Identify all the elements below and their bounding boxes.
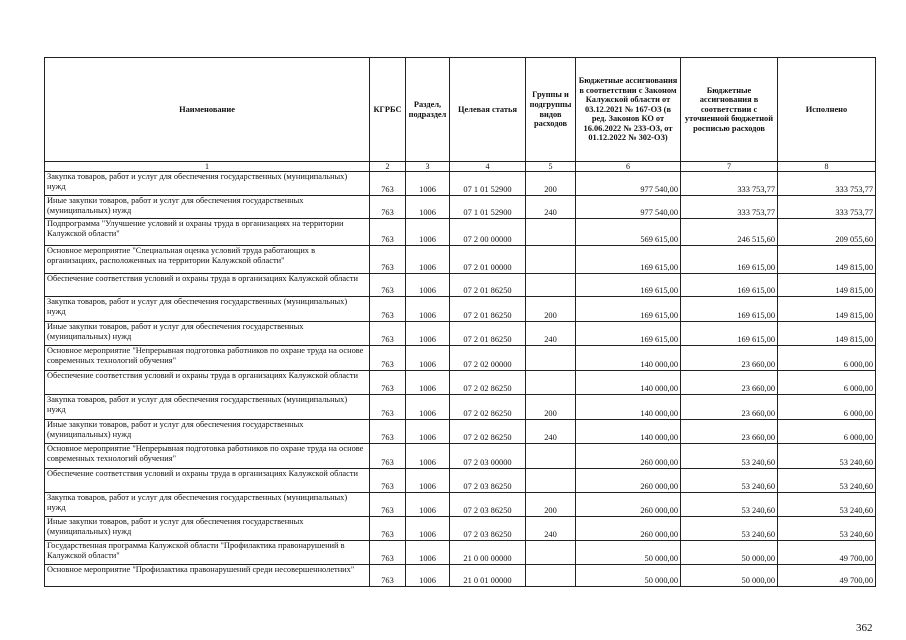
table-row — [45, 274, 876, 297]
cell-section: 1006 — [406, 297, 450, 322]
cell-kgrbs: 763 — [370, 274, 406, 297]
cell-kgrbs: 763 — [370, 517, 406, 541]
cell-law: 977 540,00 — [576, 196, 681, 219]
cell-target: 07 2 02 86250 — [450, 420, 526, 444]
cell-executed: 209 055,60 — [778, 219, 876, 246]
cell-group — [526, 274, 576, 297]
cell-kgrbs: 763 — [370, 420, 406, 444]
cell-law: 260 000,00 — [576, 469, 681, 493]
table-row — [45, 346, 876, 371]
cell-target: 21 0 00 00000 — [450, 541, 526, 565]
cell-refined: 333 753,77 — [681, 172, 778, 196]
column-number: 5 — [526, 162, 576, 172]
table-row — [45, 444, 876, 469]
cell-section: 1006 — [406, 541, 450, 565]
cell-name: Закупка товаров, работ и услуг для обеспечения государственных (муниципальных) нужд — [45, 493, 370, 517]
cell-kgrbs: 763 — [370, 444, 406, 469]
header-section: Раздел, подраздел — [406, 58, 450, 162]
cell-group — [526, 541, 576, 565]
cell-executed: 333 753,77 — [778, 172, 876, 196]
cell-law: 260 000,00 — [576, 444, 681, 469]
cell-kgrbs: 763 — [370, 172, 406, 196]
cell-section: 1006 — [406, 517, 450, 541]
cell-name: Основное мероприятие "Непрерывная подготовка работников по охране труда на основе современных технологий обучения" — [45, 346, 370, 371]
cell-kgrbs: 763 — [370, 322, 406, 346]
cell-group: 200 — [526, 297, 576, 322]
cell-executed: 333 753,77 — [778, 196, 876, 219]
cell-group: 240 — [526, 420, 576, 444]
table-row — [45, 172, 876, 196]
cell-name: Закупка товаров, работ и услуг для обеспечения государственных (муниципальных) нужд — [45, 395, 370, 420]
cell-section: 1006 — [406, 196, 450, 219]
cell-executed: 6 000,00 — [778, 420, 876, 444]
cell-name: Государственная программа Калужской области "Профилактика правонарушений в Калужской области" — [45, 541, 370, 565]
cell-section: 1006 — [406, 246, 450, 274]
cell-kgrbs: 763 — [370, 219, 406, 246]
cell-refined: 246 515,60 — [681, 219, 778, 246]
cell-refined: 23 660,00 — [681, 395, 778, 420]
cell-refined: 169 615,00 — [681, 297, 778, 322]
cell-law: 169 615,00 — [576, 274, 681, 297]
header-kgrbs: КГРБС — [370, 58, 406, 162]
cell-refined: 23 660,00 — [681, 371, 778, 395]
cell-group: 200 — [526, 493, 576, 517]
table-row — [45, 493, 876, 517]
table-row — [45, 420, 876, 444]
cell-name: Закупка товаров, работ и услуг для обеспечения государственных (муниципальных) нужд — [45, 172, 370, 196]
header-name: Наименование — [45, 58, 370, 162]
cell-group — [526, 246, 576, 274]
cell-section: 1006 — [406, 274, 450, 297]
cell-executed: 149 815,00 — [778, 246, 876, 274]
cell-refined: 23 660,00 — [681, 346, 778, 371]
cell-executed: 149 815,00 — [778, 322, 876, 346]
cell-kgrbs: 763 — [370, 395, 406, 420]
cell-group: 200 — [526, 395, 576, 420]
cell-name: Иные закупки товаров, работ и услуг для обеспечения государственных (муниципальных) нужд — [45, 420, 370, 444]
column-number: 7 — [681, 162, 778, 172]
cell-group — [526, 565, 576, 587]
cell-law: 169 615,00 — [576, 297, 681, 322]
column-number: 1 — [45, 162, 370, 172]
cell-group — [526, 469, 576, 493]
cell-name: Закупка товаров, работ и услуг для обеспечения государственных (муниципальных) нужд — [45, 297, 370, 322]
cell-kgrbs: 763 — [370, 246, 406, 274]
table-row — [45, 297, 876, 322]
cell-executed: 149 815,00 — [778, 297, 876, 322]
cell-target: 07 2 00 00000 — [450, 219, 526, 246]
cell-law: 169 615,00 — [576, 246, 681, 274]
cell-section: 1006 — [406, 395, 450, 420]
cell-name: Основное мероприятие "Профилактика правонарушений среди несовершеннолетних" — [45, 565, 370, 587]
cell-section: 1006 — [406, 346, 450, 371]
column-number: 6 — [576, 162, 681, 172]
cell-group — [526, 444, 576, 469]
header-executed: Исполнено — [778, 58, 876, 162]
column-number: 4 — [450, 162, 526, 172]
cell-law: 50 000,00 — [576, 565, 681, 587]
cell-name: Иные закупки товаров, работ и услуг для обеспечения государственных (муниципальных) нужд — [45, 196, 370, 219]
header-refined: Бюджетные ассигнования в соответствии с уточненной бюджетной росписью расходов — [681, 58, 778, 162]
cell-name: Иные закупки товаров, работ и услуг для обеспечения государственных (муниципальных) нужд — [45, 322, 370, 346]
cell-executed: 6 000,00 — [778, 371, 876, 395]
cell-law: 140 000,00 — [576, 346, 681, 371]
header-groups: Группы и подгруппы видов расходов — [526, 58, 576, 162]
cell-law: 260 000,00 — [576, 493, 681, 517]
cell-law: 140 000,00 — [576, 371, 681, 395]
cell-section: 1006 — [406, 172, 450, 196]
header-row — [45, 58, 876, 162]
cell-law: 977 540,00 — [576, 172, 681, 196]
cell-kgrbs: 763 — [370, 196, 406, 219]
cell-executed: 49 700,00 — [778, 565, 876, 587]
cell-target: 21 0 01 00000 — [450, 565, 526, 587]
cell-section: 1006 — [406, 493, 450, 517]
cell-refined: 50 000,00 — [681, 565, 778, 587]
table-row — [45, 219, 876, 246]
cell-kgrbs: 763 — [370, 493, 406, 517]
cell-target: 07 2 03 86250 — [450, 469, 526, 493]
cell-refined: 169 615,00 — [681, 274, 778, 297]
cell-section: 1006 — [406, 444, 450, 469]
cell-target: 07 2 02 86250 — [450, 371, 526, 395]
cell-refined: 333 753,77 — [681, 196, 778, 219]
table-row — [45, 541, 876, 565]
cell-group: 240 — [526, 322, 576, 346]
cell-target: 07 2 03 00000 — [450, 444, 526, 469]
cell-refined: 53 240,60 — [681, 517, 778, 541]
cell-name: Основное мероприятие "Специальная оценка условий труда работающих в организациях, расположенных на территории Калужской области" — [45, 246, 370, 274]
column-number: 2 — [370, 162, 406, 172]
cell-target: 07 2 01 86250 — [450, 297, 526, 322]
cell-target: 07 2 03 86250 — [450, 493, 526, 517]
cell-section: 1006 — [406, 322, 450, 346]
cell-target: 07 1 01 52900 — [450, 172, 526, 196]
cell-target: 07 2 01 86250 — [450, 274, 526, 297]
cell-section: 1006 — [406, 420, 450, 444]
cell-section: 1006 — [406, 219, 450, 246]
column-number: 8 — [778, 162, 876, 172]
cell-group: 240 — [526, 517, 576, 541]
column-number-row — [45, 162, 876, 172]
table-row — [45, 395, 876, 420]
cell-refined: 53 240,60 — [681, 469, 778, 493]
cell-group — [526, 371, 576, 395]
cell-group — [526, 219, 576, 246]
cell-section: 1006 — [406, 565, 450, 587]
cell-refined: 50 000,00 — [681, 541, 778, 565]
cell-name: Обеспечение соответствия условий и охраны труда в организациях Калужской области — [45, 469, 370, 493]
cell-target: 07 2 03 86250 — [450, 517, 526, 541]
cell-name: Обеспечение соответствия условий и охраны труда в организациях Калужской области — [45, 274, 370, 297]
cell-executed: 53 240,60 — [778, 493, 876, 517]
cell-law: 169 615,00 — [576, 322, 681, 346]
cell-name: Иные закупки товаров, работ и услуг для обеспечения государственных (муниципальных) нужд — [45, 517, 370, 541]
cell-executed: 53 240,60 — [778, 517, 876, 541]
cell-executed: 53 240,60 — [778, 444, 876, 469]
cell-law: 260 000,00 — [576, 517, 681, 541]
cell-name: Обеспечение соответствия условий и охраны труда в организациях Калужской области — [45, 371, 370, 395]
cell-refined: 53 240,60 — [681, 493, 778, 517]
cell-kgrbs: 763 — [370, 297, 406, 322]
cell-refined: 23 660,00 — [681, 420, 778, 444]
cell-section: 1006 — [406, 371, 450, 395]
cell-kgrbs: 763 — [370, 346, 406, 371]
cell-refined: 169 615,00 — [681, 246, 778, 274]
cell-kgrbs: 763 — [370, 565, 406, 587]
table-row — [45, 246, 876, 274]
cell-law: 140 000,00 — [576, 420, 681, 444]
cell-law: 569 615,00 — [576, 219, 681, 246]
cell-refined: 53 240,60 — [681, 444, 778, 469]
table-row — [45, 565, 876, 587]
cell-kgrbs: 763 — [370, 541, 406, 565]
cell-executed: 49 700,00 — [778, 541, 876, 565]
cell-kgrbs: 763 — [370, 469, 406, 493]
cell-name: Подпрограмма "Улучшение условий и охраны труда в организациях на территории Калужской области" — [45, 219, 370, 246]
cell-group: 240 — [526, 196, 576, 219]
cell-executed: 6 000,00 — [778, 346, 876, 371]
cell-refined: 169 615,00 — [681, 322, 778, 346]
cell-executed: 149 815,00 — [778, 274, 876, 297]
table-row — [45, 196, 876, 219]
cell-group — [526, 346, 576, 371]
cell-executed: 53 240,60 — [778, 469, 876, 493]
cell-target: 07 2 02 86250 — [450, 395, 526, 420]
cell-target: 07 1 01 52900 — [450, 196, 526, 219]
header-law: Бюджетные ассигнования в соответствии с Законом Калужской области от 03.12.2021 № 167-ОЗ (в ред. Законов КО от 16.06.2022 № 233-ОЗ, от 01.12.2022 № 302-ОЗ) — [576, 58, 681, 162]
cell-executed: 6 000,00 — [778, 395, 876, 420]
table-row — [45, 469, 876, 493]
cell-target: 07 2 02 00000 — [450, 346, 526, 371]
cell-target: 07 2 01 00000 — [450, 246, 526, 274]
cell-law: 140 000,00 — [576, 395, 681, 420]
budget-table — [44, 57, 876, 587]
cell-section: 1006 — [406, 469, 450, 493]
page-number: 362 — [856, 622, 873, 634]
table-row — [45, 322, 876, 346]
cell-group: 200 — [526, 172, 576, 196]
cell-law: 50 000,00 — [576, 541, 681, 565]
header-target: Целевая статья — [450, 58, 526, 162]
cell-target: 07 2 01 86250 — [450, 322, 526, 346]
table-row — [45, 517, 876, 541]
column-number: 3 — [406, 162, 450, 172]
cell-kgrbs: 763 — [370, 371, 406, 395]
cell-name: Основное мероприятие "Непрерывная подготовка работников по охране труда на основе современных технологий обучения" — [45, 444, 370, 469]
table-row — [45, 371, 876, 395]
